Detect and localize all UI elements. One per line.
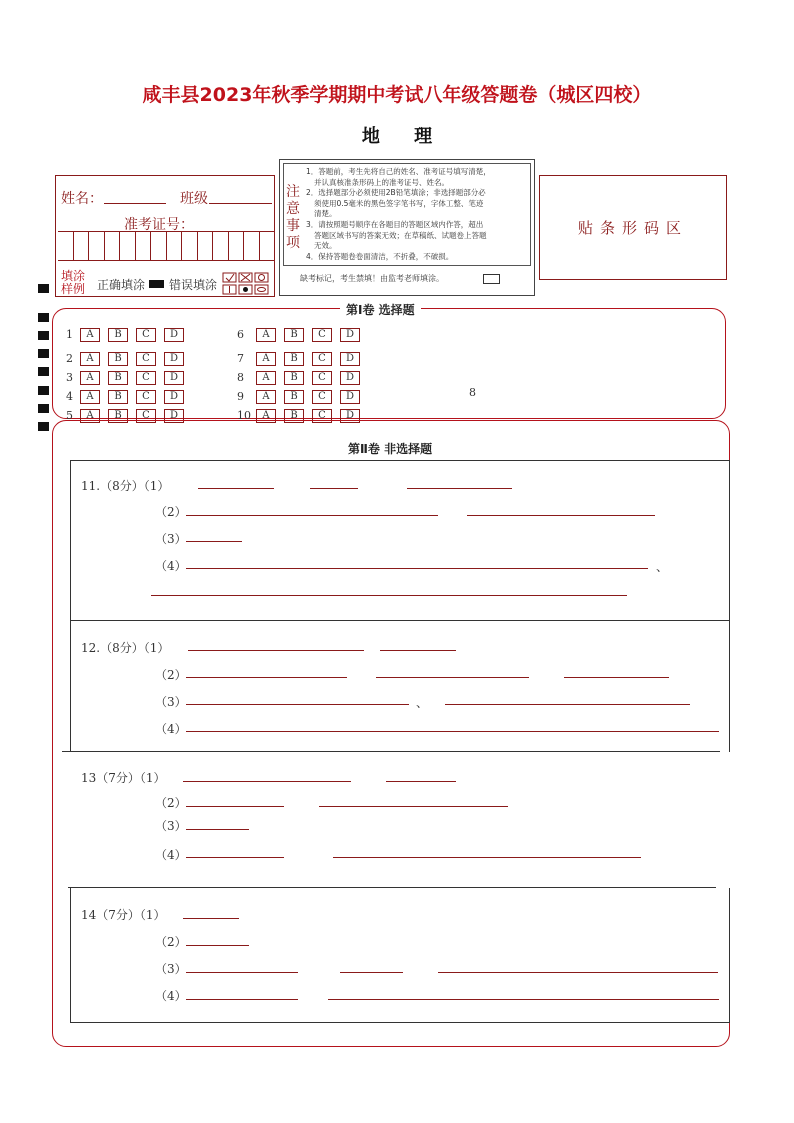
exam-id-grid[interactable] bbox=[58, 231, 274, 261]
answer-line[interactable] bbox=[186, 515, 438, 516]
option-a[interactable]: A bbox=[256, 371, 276, 385]
fill-sample-label: 填涂 样例 bbox=[61, 269, 86, 296]
option-b[interactable]: B bbox=[284, 409, 304, 423]
option-a[interactable]: A bbox=[80, 371, 100, 385]
option-c[interactable]: C bbox=[136, 371, 156, 385]
answer-line[interactable] bbox=[564, 677, 669, 678]
choice-question: 8 A B C D bbox=[237, 368, 368, 387]
option-c[interactable]: C bbox=[312, 409, 332, 423]
name-label: 姓名： bbox=[61, 191, 103, 207]
missing-exam-note: 缺考标记，考生禁填！由监考老师填涂。 bbox=[300, 274, 444, 283]
wrong-fill-samples-icon bbox=[222, 272, 272, 296]
divider bbox=[62, 751, 720, 752]
q11-part3: （3） bbox=[155, 532, 187, 546]
q13-part3: （3） bbox=[155, 819, 187, 833]
option-a[interactable]: A bbox=[80, 390, 100, 404]
option-c[interactable]: C bbox=[136, 390, 156, 404]
choice-question: 6 A B C D bbox=[237, 325, 368, 344]
q12-label: 12.（8分）（1） bbox=[81, 641, 170, 655]
section-written-heading: 第Ⅱ卷 非选择题 bbox=[348, 442, 433, 456]
answer-line[interactable] bbox=[186, 829, 249, 830]
choice-question: 4 A B C D bbox=[66, 387, 192, 406]
alignment-marker bbox=[38, 422, 49, 431]
q14-label: 14（7分）（1） bbox=[81, 908, 166, 922]
divider bbox=[68, 887, 716, 888]
q14-part2: （2） bbox=[155, 935, 187, 949]
option-c[interactable]: C bbox=[312, 328, 332, 342]
option-a[interactable]: A bbox=[80, 409, 100, 423]
answer-line[interactable] bbox=[438, 972, 718, 973]
q11-part4: （4） bbox=[155, 559, 187, 573]
subject-title: 地 理 bbox=[361, 126, 447, 147]
alignment-marker bbox=[38, 284, 49, 293]
option-b[interactable]: B bbox=[108, 409, 128, 423]
wrong-fill-label: 错误填涂 bbox=[169, 278, 218, 292]
choice-left-column bbox=[66, 325, 192, 425]
answer-line[interactable] bbox=[186, 677, 347, 678]
option-a[interactable]: A bbox=[256, 409, 276, 423]
q14-part3: （3） bbox=[155, 962, 187, 976]
answer-line[interactable] bbox=[186, 972, 298, 973]
notes-inner bbox=[283, 163, 531, 266]
option-a[interactable]: A bbox=[80, 352, 100, 366]
answer-line[interactable] bbox=[376, 677, 529, 678]
option-d[interactable]: D bbox=[340, 390, 360, 404]
answer-line[interactable] bbox=[319, 806, 508, 807]
option-b[interactable]: B bbox=[284, 352, 304, 366]
option-d[interactable]: D bbox=[164, 352, 184, 366]
answer-line[interactable] bbox=[445, 704, 690, 705]
option-c[interactable]: C bbox=[136, 409, 156, 423]
option-c[interactable]: C bbox=[136, 352, 156, 366]
option-b[interactable]: B bbox=[108, 371, 128, 385]
alignment-marker bbox=[38, 404, 49, 413]
answer-line[interactable] bbox=[183, 918, 239, 919]
class-field[interactable] bbox=[209, 203, 272, 204]
option-c[interactable]: C bbox=[312, 371, 332, 385]
answer-line[interactable] bbox=[328, 999, 719, 1000]
option-d[interactable]: D bbox=[164, 390, 184, 404]
exam-id-label: 准考证号： bbox=[124, 217, 194, 233]
alignment-marker bbox=[38, 349, 49, 358]
q13-part4: （4） bbox=[155, 848, 187, 862]
separator: 、 bbox=[656, 560, 669, 574]
option-b[interactable]: B bbox=[108, 390, 128, 404]
option-b[interactable]: B bbox=[108, 328, 128, 342]
option-c[interactable]: C bbox=[136, 328, 156, 342]
correct-fill-sample bbox=[149, 280, 164, 288]
q14-part4: （4） bbox=[155, 989, 187, 1003]
answer-line[interactable] bbox=[386, 781, 456, 782]
answer-line[interactable] bbox=[188, 650, 364, 651]
q13-label: 13（7分）（1） bbox=[81, 771, 166, 785]
alignment-marker bbox=[38, 386, 49, 395]
option-d[interactable]: D bbox=[340, 371, 360, 385]
answer-line[interactable] bbox=[186, 857, 284, 858]
answer-line[interactable] bbox=[186, 806, 284, 807]
choice-question: 5 A B C D bbox=[66, 406, 192, 425]
answer-line[interactable] bbox=[333, 857, 641, 858]
answer-line[interactable] bbox=[186, 731, 719, 732]
answer-line[interactable] bbox=[198, 488, 274, 489]
option-a[interactable]: A bbox=[80, 328, 100, 342]
option-d[interactable]: D bbox=[340, 352, 360, 366]
q11-part2: （2） bbox=[155, 505, 187, 519]
option-b[interactable]: B bbox=[284, 328, 304, 342]
q13-part2: （2） bbox=[155, 796, 187, 810]
answer-line[interactable] bbox=[186, 945, 249, 946]
answer-line[interactable] bbox=[407, 488, 512, 489]
answer-line[interactable] bbox=[467, 515, 655, 516]
divider bbox=[70, 620, 730, 621]
answer-line[interactable] bbox=[186, 541, 242, 542]
separator: 、 bbox=[416, 696, 429, 710]
alignment-marker bbox=[38, 313, 49, 322]
option-c[interactable]: C bbox=[312, 390, 332, 404]
option-a[interactable]: A bbox=[256, 352, 276, 366]
option-d[interactable]: D bbox=[340, 409, 360, 423]
notes-box bbox=[279, 159, 535, 296]
choice-question: 9 A B C D bbox=[237, 387, 368, 406]
answer-line[interactable] bbox=[186, 704, 409, 705]
stray-mark: 8 bbox=[469, 386, 476, 399]
choice-question: 2 A B C D bbox=[66, 349, 192, 368]
answer-line[interactable] bbox=[380, 650, 456, 651]
alignment-marker bbox=[38, 331, 49, 340]
class-label: 班级 bbox=[180, 191, 208, 207]
option-b[interactable]: B bbox=[108, 352, 128, 366]
option-d[interactable]: D bbox=[164, 409, 184, 423]
missing-exam-checkbox[interactable] bbox=[483, 274, 500, 284]
barcode-area: 贴条形码区 bbox=[539, 175, 727, 280]
answer-line[interactable] bbox=[310, 488, 358, 489]
choice-question: 1 A B C D bbox=[66, 325, 192, 344]
q11-label: 11.（8分）（1） bbox=[81, 479, 170, 493]
q12-part4: （4） bbox=[155, 722, 187, 736]
option-d[interactable]: D bbox=[164, 371, 184, 385]
option-d[interactable]: D bbox=[340, 328, 360, 342]
q12-part2: （2） bbox=[155, 668, 187, 682]
option-a[interactable]: A bbox=[256, 328, 276, 342]
choice-question: 3 A B C D bbox=[66, 368, 192, 387]
choice-question: 7 A B C D bbox=[237, 349, 368, 368]
option-c[interactable]: C bbox=[312, 352, 332, 366]
option-b[interactable]: B bbox=[284, 390, 304, 404]
correct-fill-label: 正确填涂 bbox=[97, 278, 146, 292]
name-field[interactable] bbox=[104, 203, 166, 204]
answer-line[interactable] bbox=[340, 972, 403, 973]
option-b[interactable]: B bbox=[284, 371, 304, 385]
section-choice-heading: 第Ⅰ卷 选择题 bbox=[340, 301, 421, 318]
notes-text: 1．答题前，考生先将自己的姓名、准考证号填写清楚， 并认真核准条形码上的准考证号、姓名。 2．选择题部分必须使用2B铅笔填涂；非选择题部分必 须使用0.5毫米的黑色签字笔书写，字体工整、笔迹 清楚。 3．请按照题号顺序在各题目的答题区域内作答，超出 答题区域书写的答案无效；在草稿纸、试题卷上答题 无效。 4．保持答题卷卷面清洁，不折叠，不破损。 bbox=[306, 167, 491, 261]
option-a[interactable]: A bbox=[256, 390, 276, 404]
option-d[interactable]: D bbox=[164, 328, 184, 342]
alignment-marker bbox=[38, 367, 49, 376]
answer-line[interactable] bbox=[186, 999, 298, 1000]
q12-part3: （3） bbox=[155, 695, 187, 709]
notes-side-label: 注 意 事 项 bbox=[286, 184, 300, 251]
answer-line[interactable] bbox=[186, 568, 648, 569]
answer-line[interactable] bbox=[151, 595, 627, 596]
choice-right-column bbox=[237, 325, 368, 425]
choice-question: 10 A B C D bbox=[237, 406, 368, 425]
answer-line[interactable] bbox=[183, 781, 351, 782]
page-title: 咸丰县2023年秋季学期期中考试八年级答题卷（城区四校） bbox=[142, 84, 652, 106]
